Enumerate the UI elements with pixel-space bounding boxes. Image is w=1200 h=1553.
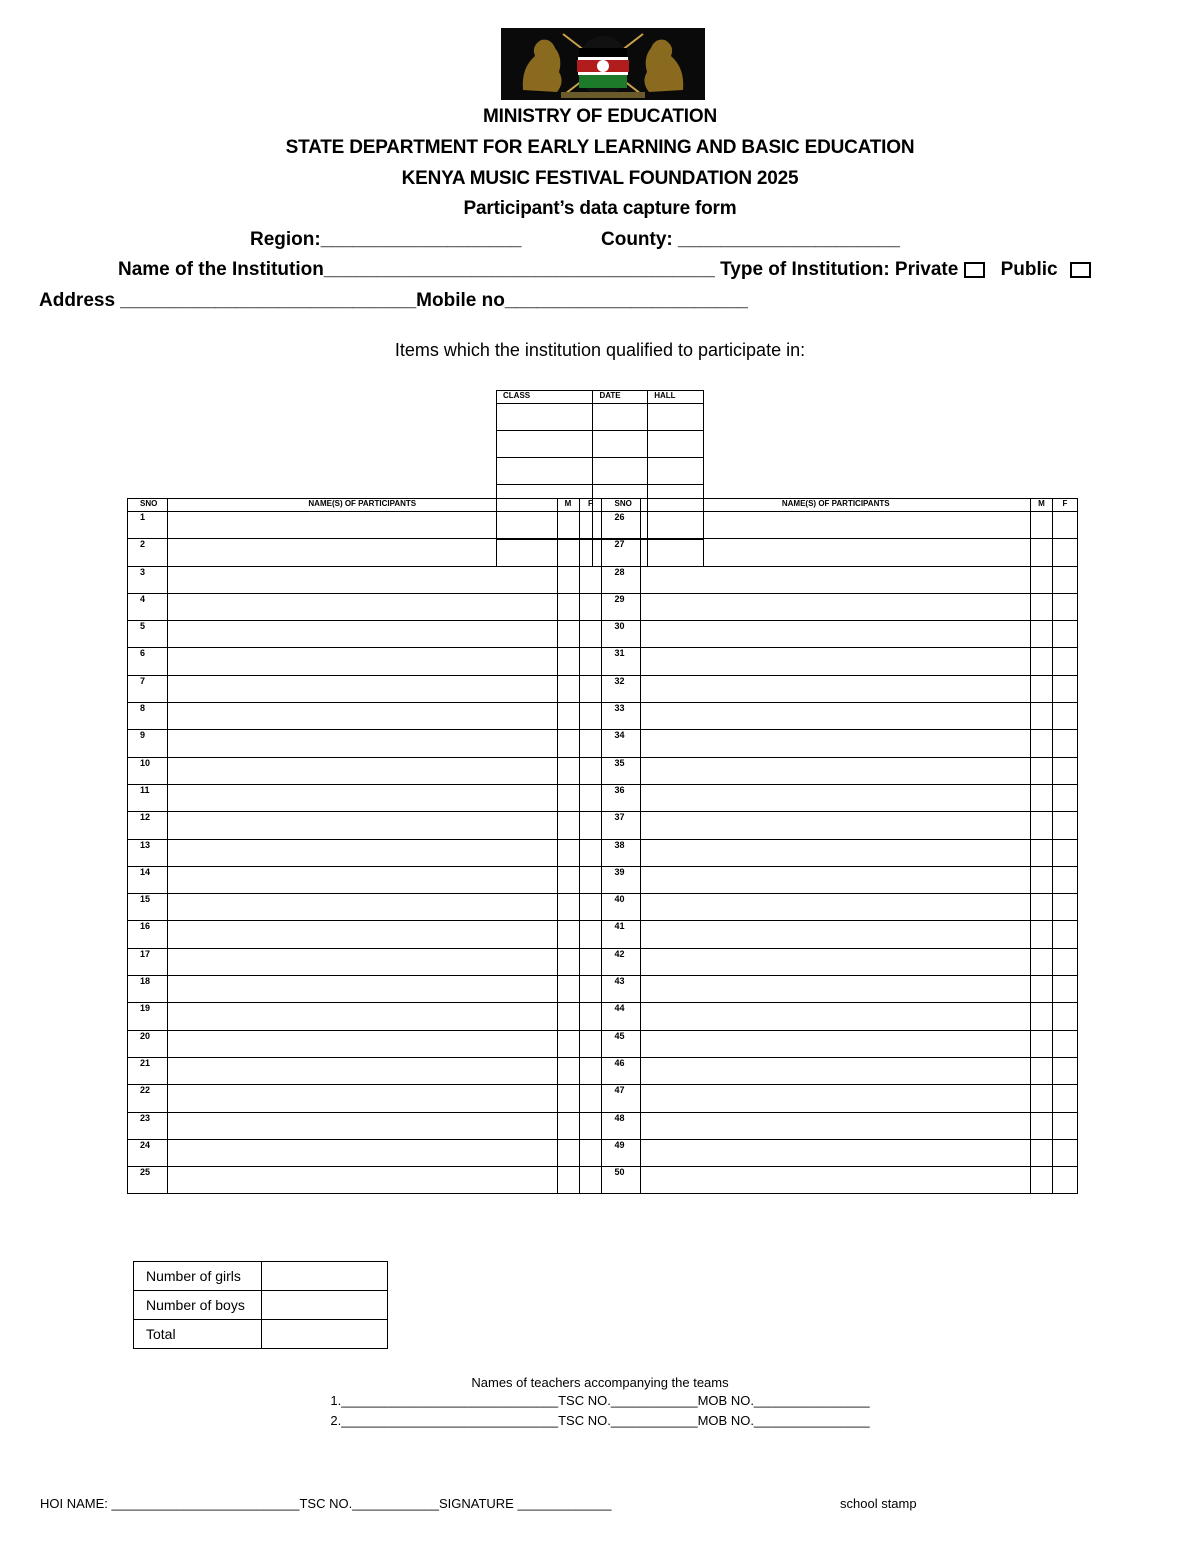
m-cell[interactable] (557, 866, 579, 893)
f-cell[interactable] (579, 593, 602, 620)
public-checkbox[interactable] (1070, 262, 1091, 278)
sno-cell: 18 (128, 976, 168, 1003)
class-cell[interactable] (497, 404, 593, 431)
sno-cell: 42 (602, 948, 641, 975)
m-cell[interactable] (557, 921, 579, 948)
name-cell[interactable] (167, 1112, 557, 1139)
sno-cell: 32 (602, 675, 641, 702)
f-cell[interactable] (579, 1085, 602, 1112)
m-cell[interactable] (1031, 648, 1053, 675)
m-cell[interactable] (557, 730, 579, 757)
m-cell[interactable] (1031, 1003, 1053, 1030)
sno-cell: 6 (128, 648, 168, 675)
name-cell[interactable] (641, 1030, 1031, 1057)
sno-cell: 49 (602, 1139, 641, 1166)
hall-cell[interactable] (648, 431, 704, 458)
girls-count-cell[interactable] (261, 1262, 387, 1291)
sno-cell: 46 (602, 1057, 641, 1084)
table-row (128, 1003, 1078, 1030)
name-cell[interactable] (167, 784, 557, 811)
f-cell[interactable] (1052, 839, 1077, 866)
m-cell[interactable] (557, 976, 579, 1003)
name-cell[interactable] (167, 921, 557, 948)
f-cell[interactable] (1052, 1030, 1077, 1057)
sno-cell: 47 (602, 1085, 641, 1112)
f-cell[interactable] (1052, 976, 1077, 1003)
name-cell[interactable] (167, 1167, 557, 1194)
total-count-cell[interactable] (261, 1320, 387, 1349)
table-row (128, 730, 1078, 757)
m-cell[interactable] (557, 839, 579, 866)
hall-cell[interactable] (648, 404, 704, 431)
table-row (128, 566, 1078, 593)
f-cell[interactable] (579, 1003, 602, 1030)
sno-cell: 37 (602, 812, 641, 839)
m-cell[interactable] (1031, 730, 1053, 757)
f-cell[interactable] (579, 730, 602, 757)
name-cell[interactable] (167, 703, 557, 730)
sno-cell: 50 (602, 1167, 641, 1194)
f-cell[interactable] (1052, 621, 1077, 648)
name-cell[interactable] (641, 1112, 1031, 1139)
coat-of-arms-logo (501, 28, 705, 100)
name-cell[interactable] (641, 730, 1031, 757)
sno-cell: 27 (602, 539, 641, 566)
name-cell[interactable] (641, 1057, 1031, 1084)
schedule-header-row (497, 391, 704, 404)
f-cell[interactable] (579, 784, 602, 811)
sno-cell: 26 (602, 512, 641, 539)
items-label: Items which the institution qualified to participate in: (394, 340, 806, 360)
f-cell[interactable] (579, 866, 602, 893)
name-cell[interactable] (641, 948, 1031, 975)
sno-cell: 40 (602, 894, 641, 921)
m-cell[interactable] (1031, 921, 1053, 948)
sno-cell: 22 (128, 1085, 168, 1112)
name-cell[interactable] (167, 730, 557, 757)
name-cell[interactable] (167, 675, 557, 702)
m-cell[interactable] (1031, 1057, 1053, 1084)
table-row (128, 921, 1078, 948)
m-cell[interactable] (1031, 1112, 1053, 1139)
f-cell[interactable] (1052, 757, 1077, 784)
sno-cell: 7 (128, 675, 168, 702)
schedule-row (497, 458, 704, 485)
table-row (128, 784, 1078, 811)
m-cell[interactable] (557, 1112, 579, 1139)
f-cell[interactable] (579, 976, 602, 1003)
teacher-line-1[interactable]: 1.______________________________TSC NO.____________MOB NO.________________ (330, 1393, 870, 1408)
m-cell[interactable] (557, 621, 579, 648)
foundation-heading: KENYA MUSIC FESTIVAL FOUNDATION 2025 (401, 168, 799, 189)
m-cell[interactable] (1031, 675, 1053, 702)
f-cell[interactable] (1052, 1112, 1077, 1139)
hall-cell[interactable] (648, 539, 704, 567)
f-cell[interactable] (1052, 1167, 1077, 1194)
m-cell[interactable] (557, 1167, 579, 1194)
sno-cell: 1 (128, 512, 168, 539)
class-cell[interactable] (497, 458, 593, 485)
name-cell[interactable] (167, 839, 557, 866)
name-cell[interactable] (167, 1057, 557, 1084)
names-header: NAME(S) OF PARTICIPANTS (167, 499, 557, 512)
m-cell[interactable] (1031, 1139, 1053, 1166)
table-row (128, 675, 1078, 702)
name-cell[interactable] (641, 812, 1031, 839)
name-cell[interactable] (641, 784, 1031, 811)
county-field[interactable]: County: _____________________ (601, 229, 900, 250)
name-cell[interactable] (167, 621, 557, 648)
m-header: M (557, 499, 579, 512)
sno-cell: 43 (602, 976, 641, 1003)
f-cell[interactable] (579, 948, 602, 975)
f-cell[interactable] (579, 648, 602, 675)
f-cell[interactable] (1052, 675, 1077, 702)
date-cell[interactable] (593, 539, 648, 567)
name-cell[interactable] (167, 593, 557, 620)
sno-cell: 5 (128, 621, 168, 648)
name-cell[interactable] (167, 1003, 557, 1030)
table-row (128, 648, 1078, 675)
sno-cell: 36 (602, 784, 641, 811)
f-cell[interactable] (579, 675, 602, 702)
participants-table (127, 498, 1078, 1194)
sno-cell: 29 (602, 593, 641, 620)
m-cell[interactable] (1031, 703, 1053, 730)
class-cell[interactable] (497, 539, 593, 567)
f-cell[interactable] (579, 621, 602, 648)
sno-cell: 3 (128, 566, 168, 593)
f-cell[interactable] (1052, 512, 1077, 539)
public-label: Public (1000, 259, 1058, 280)
name-cell[interactable] (641, 894, 1031, 921)
f-cell[interactable] (1052, 812, 1077, 839)
table-row (128, 976, 1078, 1003)
f-header: F (579, 499, 602, 512)
total-row (134, 1320, 388, 1349)
sno-cell: 24 (128, 1139, 168, 1166)
hall-cell[interactable] (648, 512, 704, 540)
sno-cell: 41 (602, 921, 641, 948)
sno-cell: 48 (602, 1112, 641, 1139)
name-cell[interactable] (641, 703, 1031, 730)
name-cell[interactable] (167, 1139, 557, 1166)
sno-cell: 2 (128, 539, 168, 566)
institution-field[interactable]: Name of the Institution_____________________________________ Type of Institution: Private (118, 259, 959, 280)
schedule-row (497, 539, 704, 567)
m-cell[interactable] (1031, 1085, 1053, 1112)
sno-cell: 25 (128, 1167, 168, 1194)
m-cell[interactable] (557, 1003, 579, 1030)
hoi-signature-line[interactable]: HOI NAME: __________________________TSC NO.____________SIGNATURE _____________ (40, 1496, 612, 1511)
class-cell[interactable] (497, 431, 593, 458)
table-row (128, 1112, 1078, 1139)
m-cell[interactable] (557, 757, 579, 784)
ministry-heading: MINISTRY OF EDUCATION (482, 106, 717, 127)
m-cell[interactable] (557, 784, 579, 811)
sno-cell: 34 (602, 730, 641, 757)
sno-cell: 8 (128, 703, 168, 730)
f-cell[interactable] (579, 921, 602, 948)
f-cell[interactable] (579, 812, 602, 839)
table-row (128, 1057, 1078, 1084)
m-cell[interactable] (1031, 812, 1053, 839)
schedule-row (497, 404, 704, 431)
m-cell[interactable] (1031, 784, 1053, 811)
f-cell[interactable] (1052, 730, 1077, 757)
hall-cell[interactable] (648, 485, 704, 512)
institution-row (118, 259, 1091, 281)
sno-cell: 33 (602, 703, 641, 730)
name-cell[interactable] (167, 894, 557, 921)
f-cell[interactable] (1052, 648, 1077, 675)
f-cell[interactable] (579, 566, 602, 593)
name-cell[interactable] (641, 648, 1031, 675)
teacher-line-2[interactable]: 2.______________________________TSC NO.____________MOB NO.________________ (330, 1413, 870, 1428)
m-cell[interactable] (557, 593, 579, 620)
sno-cell: 35 (602, 757, 641, 784)
name-cell[interactable] (167, 948, 557, 975)
boys-row (134, 1291, 388, 1320)
sno-cell: 31 (602, 648, 641, 675)
m-cell[interactable] (557, 703, 579, 730)
table-row (128, 757, 1078, 784)
boys-count-cell[interactable] (261, 1291, 387, 1320)
f-cell[interactable] (1052, 866, 1077, 893)
name-cell[interactable] (641, 593, 1031, 620)
m-cell[interactable] (1031, 948, 1053, 975)
f-cell[interactable] (579, 839, 602, 866)
m-cell[interactable] (1031, 539, 1053, 566)
sno-cell: 19 (128, 1003, 168, 1030)
date-cell[interactable] (593, 485, 648, 512)
sno-cell: 16 (128, 921, 168, 948)
sno-cell: 14 (128, 866, 168, 893)
boys-label: Number of boys (134, 1291, 262, 1320)
name-cell[interactable] (641, 921, 1031, 948)
f-cell[interactable] (579, 1139, 602, 1166)
sno-cell: 17 (128, 948, 168, 975)
sno-cell: 45 (602, 1030, 641, 1057)
name-cell[interactable] (167, 1085, 557, 1112)
department-heading: STATE DEPARTMENT FOR EARLY LEARNING AND BASIC EDUCATION (285, 137, 915, 158)
school-stamp-label: school stamp (840, 1496, 917, 1511)
name-cell[interactable] (167, 866, 557, 893)
form-title: Participant’s data capture form (463, 198, 737, 219)
date-cell[interactable] (593, 431, 648, 458)
m-cell[interactable] (1031, 566, 1053, 593)
f-cell[interactable] (579, 757, 602, 784)
m-cell[interactable] (1031, 894, 1053, 921)
date-cell[interactable] (593, 512, 648, 540)
class-header: CLASS (497, 391, 593, 404)
m-cell[interactable] (557, 1085, 579, 1112)
f-cell[interactable] (579, 1167, 602, 1194)
f-cell[interactable] (1052, 894, 1077, 921)
f-cell[interactable] (1052, 1139, 1077, 1166)
m-cell[interactable] (1031, 839, 1053, 866)
date-cell[interactable] (593, 404, 648, 431)
m-cell[interactable] (1031, 621, 1053, 648)
schedule-row (497, 512, 704, 540)
name-cell[interactable] (641, 757, 1031, 784)
f-cell[interactable] (1052, 703, 1077, 730)
sno-header: SNO (128, 499, 168, 512)
sno-cell: 21 (128, 1057, 168, 1084)
sno-cell: 10 (128, 757, 168, 784)
name-cell[interactable] (641, 1167, 1031, 1194)
sno-cell: 12 (128, 812, 168, 839)
sno-cell: 4 (128, 593, 168, 620)
m-cell[interactable] (557, 648, 579, 675)
sno-cell: 20 (128, 1030, 168, 1057)
sno-header: SNO (602, 499, 641, 512)
m-cell[interactable] (557, 894, 579, 921)
name-cell[interactable] (167, 812, 557, 839)
name-cell[interactable] (167, 757, 557, 784)
name-cell[interactable] (641, 1139, 1031, 1166)
m-cell[interactable] (557, 948, 579, 975)
sno-cell: 15 (128, 894, 168, 921)
name-cell[interactable] (641, 839, 1031, 866)
f-cell[interactable] (1052, 539, 1077, 566)
names-header: NAME(S) OF PARTICIPANTS (641, 499, 1031, 512)
f-cell[interactable] (1052, 566, 1077, 593)
date-header: DATE (593, 391, 648, 404)
name-cell[interactable] (641, 976, 1031, 1003)
sno-cell: 23 (128, 1112, 168, 1139)
table-row (128, 1167, 1078, 1194)
table-row (128, 948, 1078, 975)
hall-cell[interactable] (648, 458, 704, 485)
sno-cell: 38 (602, 839, 641, 866)
f-cell[interactable] (579, 1112, 602, 1139)
sno-cell: 39 (602, 866, 641, 893)
name-cell[interactable] (641, 621, 1031, 648)
table-row (128, 812, 1078, 839)
m-cell[interactable] (557, 1139, 579, 1166)
table-row (128, 1085, 1078, 1112)
name-cell[interactable] (641, 1003, 1031, 1030)
table-row (128, 621, 1078, 648)
table-row (128, 1030, 1078, 1057)
name-cell[interactable] (167, 1030, 557, 1057)
sno-cell: 28 (602, 566, 641, 593)
f-cell[interactable] (579, 1030, 602, 1057)
f-cell[interactable] (1052, 1003, 1077, 1030)
region-field[interactable]: Region:___________________ (250, 229, 522, 250)
f-cell[interactable] (579, 1057, 602, 1084)
f-cell[interactable] (1052, 948, 1077, 975)
sno-cell: 9 (128, 730, 168, 757)
table-row (128, 839, 1078, 866)
m-cell[interactable] (557, 812, 579, 839)
name-cell[interactable] (167, 566, 557, 593)
name-cell[interactable] (167, 976, 557, 1003)
table-row (128, 894, 1078, 921)
m-cell[interactable] (1031, 1167, 1053, 1194)
hall-header: HALL (648, 391, 704, 404)
girls-label: Number of girls (134, 1262, 262, 1291)
m-cell[interactable] (1031, 757, 1053, 784)
private-checkbox[interactable] (964, 262, 985, 278)
name-cell[interactable] (167, 648, 557, 675)
m-cell[interactable] (1031, 512, 1053, 539)
table-row (128, 1139, 1078, 1166)
f-cell[interactable] (1052, 593, 1077, 620)
f-cell[interactable] (1052, 1085, 1077, 1112)
sno-cell: 13 (128, 839, 168, 866)
name-cell[interactable] (641, 866, 1031, 893)
girls-row (134, 1262, 388, 1291)
name-cell[interactable] (641, 675, 1031, 702)
m-cell[interactable] (1031, 976, 1053, 1003)
date-cell[interactable] (593, 458, 648, 485)
f-cell[interactable] (1052, 1057, 1077, 1084)
teachers-title: Names of teachers accompanying the teams (471, 1375, 729, 1390)
class-cell[interactable] (497, 485, 593, 512)
sno-cell: 44 (602, 1003, 641, 1030)
sno-cell: 11 (128, 784, 168, 811)
schedule-table (496, 390, 704, 567)
name-cell[interactable] (641, 566, 1031, 593)
f-cell[interactable] (579, 894, 602, 921)
schedule-row (497, 431, 704, 458)
total-label: Total (134, 1320, 262, 1349)
summary-table (133, 1261, 388, 1349)
class-cell[interactable] (497, 512, 593, 540)
m-cell[interactable] (1031, 1030, 1053, 1057)
m-header: M (1031, 499, 1053, 512)
address-mobile-field[interactable]: Address ____________________________Mobile no_______________________ (39, 290, 748, 311)
f-header: F (1052, 499, 1077, 512)
table-row (128, 866, 1078, 893)
m-cell[interactable] (1031, 593, 1053, 620)
f-cell[interactable] (1052, 921, 1077, 948)
m-cell[interactable] (1031, 866, 1053, 893)
name-cell[interactable] (641, 1085, 1031, 1112)
f-cell[interactable] (1052, 784, 1077, 811)
table-row (128, 593, 1078, 620)
m-cell[interactable] (557, 675, 579, 702)
table-row (128, 703, 1078, 730)
sno-cell: 30 (602, 621, 641, 648)
m-cell[interactable] (557, 566, 579, 593)
f-cell[interactable] (579, 703, 602, 730)
m-cell[interactable] (557, 1057, 579, 1084)
m-cell[interactable] (557, 1030, 579, 1057)
schedule-row (497, 485, 704, 512)
